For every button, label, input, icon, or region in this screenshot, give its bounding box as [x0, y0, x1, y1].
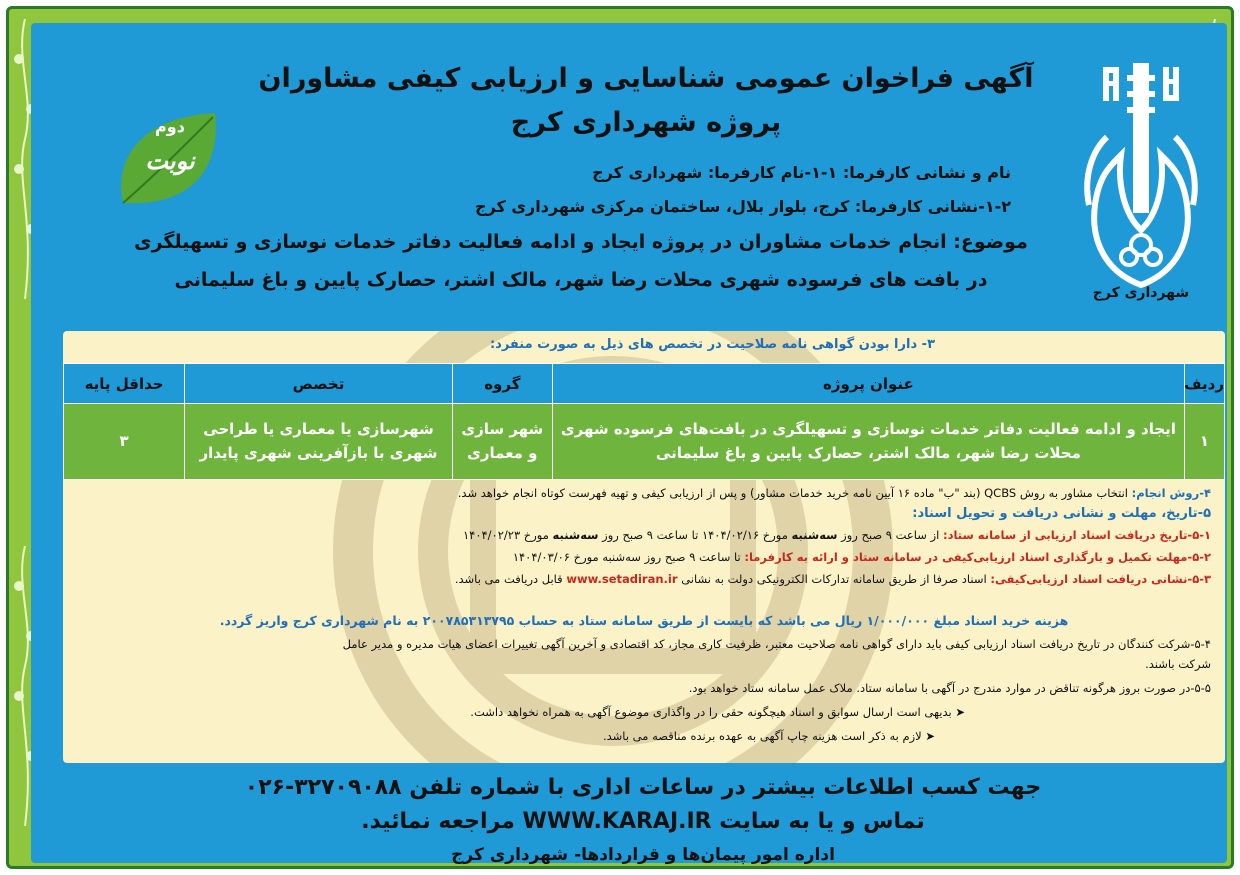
badge-round: نوبت	[145, 147, 195, 175]
item-4	[458, 486, 1211, 500]
footer-phone-line: جهت کسب اطلاعات بیشتر در ساعات اداری با شماره تلفن ۳۲۷۰۹۰۸۸-۰۲۶	[244, 775, 1042, 800]
cell-project-title	[552, 404, 1184, 480]
item-5-1-text-a: از ساعت ۹ صبح روز	[841, 528, 940, 542]
specialty-line2: شهری با بازآفرینی شهری پایدار	[199, 443, 438, 462]
group-line2: و معماری	[467, 443, 538, 462]
cell-min-grade: ۳	[64, 404, 185, 480]
item-5-2	[513, 550, 1211, 564]
header-specialty: تخصص	[185, 364, 453, 404]
document-cost: هزینه خرید اسناد مبلغ ۱/۰۰۰/۰۰۰ ریال می باشد که بایست از طریق سامانه ستاد به حساب ۲۰۰۷۸۵۳۱۳۷۹۵ به نام شهرداری کرج واریز گردد.	[219, 613, 1069, 628]
footer-website-line: تماس و یا به سایت WWW.KARAJ.IR مراجعه نمائید.	[361, 809, 925, 834]
header-group: گروه	[452, 364, 552, 404]
title-line2: پروژه شهرداری کرج	[510, 107, 782, 138]
item-5-2-text: تا ساعت ۹ صبح روز سه‌شنبه مورخ ۱۴۰۴/۰۳/۰۶	[512, 550, 741, 564]
karaj-municipality-logo-icon	[1081, 55, 1201, 305]
item-5-5: ۵-۵-در صورت بروز هرگونه تناقض در موارد مندرج در آگهی با سامانه ستاد. ملاک عمل سامانه ستاد خواهد بود.	[688, 681, 1211, 695]
item-5-3	[455, 572, 1211, 586]
cell-row-number: ۱	[1184, 404, 1224, 480]
setadiran-link[interactable]: www.setadiran.ir	[566, 572, 678, 586]
note-1: ➤ بدیهی است ارسال سوابق و اسناد هیچگونه حقی را در واگذاری موضوع آگهی به همراه نخواهد داشت.	[470, 705, 965, 719]
employer-name: نام و نشانی کارفرما: ۱-۱-نام کارفرما: شهرداری کرج	[592, 163, 1011, 182]
item-5-title: ۵-تاریخ، مهلت و نشانی دریافت و تحویل اسناد:	[912, 506, 1211, 521]
header-min-grade: حداقل پایه	[64, 364, 185, 404]
item-5-3-text-a: اسناد صرفا از طریق سامانه تدارکات الکترونیکی دولت به نشانی	[681, 572, 987, 586]
header	[91, 45, 1201, 325]
item-4-text: انتخاب مشاور به روش QCBS (بند "ب" ماده ۱۶ آیین نامه خرید خدمات مشاور) و پس از ارزیابی کیفی و تهیه فهرست کوتاه انجام خواهد شد.	[457, 486, 1128, 500]
employer-address: ۱-۲-نشانی کارفرما: کرج، بلوار بلال، ساختمان مرکزی شهرداری کرج	[475, 197, 1011, 216]
item-5-1-text-c: مورخ ۱۴۰۴/۰۲/۲۳	[462, 528, 549, 542]
item-4-label: ۴-روش انجام:	[1131, 486, 1211, 500]
item-5-4-line1: ۵-۴-شرکت کنندگان در تاریخ دریافت اسناد ارزیابی کیفی باید دارای گواهی نامه صلاحیت معتبر، ظرفیت کاری مجاز، کد اقتصادی و آخرین آگهی تغییرات اعضای هیات مدیره و مدیر عامل	[342, 637, 1211, 651]
title-line1: آگهی فراخوان عمومی شناسایی و ارزیابی کیفی مشاوران	[258, 63, 1034, 94]
item-5-1-text-b: مورخ ۱۴۰۴/۰۲/۱۶ تا ساعت ۹ صبح روز	[602, 528, 788, 542]
item-5-3-label: ۵-۳-نشانی دریافت اسناد ارزیابی‌کیفی:	[990, 572, 1211, 586]
item-5-1-day-a: سه‌شنبه	[791, 528, 838, 542]
header-project-title: عنوان پروژه	[552, 364, 1184, 404]
project-title-line1: ایجاد و ادامه فعالیت دفاتر خدمات نوسازی و تسهیلگری در بافت‌های فرسوده شهری	[560, 420, 1176, 439]
item-5-4-line2: شرکت باشند.	[1145, 657, 1211, 671]
item-5-1-label: ۵-۱-تاریخ دریافت اسناد ارزیابی از سامانه ستاد:	[942, 528, 1211, 542]
cell-specialty	[185, 404, 453, 480]
note-2: ➤ لازم به ذکر است هزینه چاپ آگهی به عهده برنده مناقصه می باشد.	[602, 729, 935, 743]
group-line1: شهر سازی	[461, 420, 544, 439]
section-3-title: ۳- دارا بودن گواهی نامه صلاحیت در تخصص های ذیل به صورت منفرد:	[489, 337, 935, 352]
logo-caption: شهرداری کرج	[1092, 285, 1190, 301]
item-5-3-text-b: قابل دریافت می باشد.	[454, 572, 563, 586]
subject-line2: در بافت های فرسوده شهری محلات رضا شهر، مالک اشتر، حصارک پایین و باغ سلیمانی	[174, 269, 988, 291]
project-title-line2: محلات رضا شهر، مالک اشتر، حصارک پایین و باغ سلیمانی	[655, 443, 1081, 462]
green-frame	[6, 6, 1234, 869]
table-row	[64, 404, 1225, 480]
blue-panel	[31, 23, 1227, 863]
footer-department: اداره امور پیمان‌ها و قراردادها- شهرداری کرج	[451, 845, 835, 865]
specialty-line1: شهرسازی یا معماری یا طراحی	[203, 420, 434, 439]
content-body	[63, 331, 1225, 763]
item-5-1	[463, 528, 1211, 542]
badge-second: دوم	[155, 117, 185, 136]
table-header-row	[64, 364, 1225, 404]
header-row-number: ردیف	[1184, 364, 1224, 404]
subject-line1: موضوع: انجام خدمات مشاوران در پروژه ایجاد و ادامه فعالیت دفاتر خدمات نوسازی و تسهیلگری	[134, 231, 1028, 253]
qualification-table	[63, 363, 1225, 480]
cell-group	[452, 404, 552, 480]
item-5-2-label: ۵-۲-مهلت تکمیل و بارگذاری اسناد ارزیابی‌کیفی در سامانه ستاد و ارائه به کارفرما:	[744, 550, 1211, 564]
item-5-1-day-b: سه‌شنبه	[552, 528, 599, 542]
